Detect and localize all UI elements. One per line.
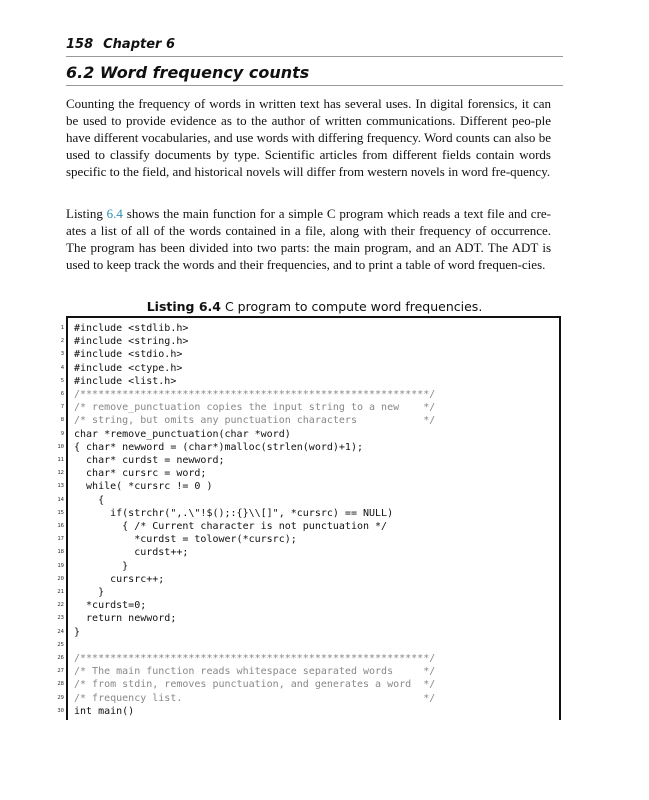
code-text: #include <string.h> (74, 336, 189, 348)
line-number: 1 (60, 325, 64, 331)
line-number: 12 (57, 470, 64, 477)
code-text: return newword; (74, 613, 177, 625)
code-text: curdst++; (74, 547, 189, 559)
paragraph-1: Counting the frequency of words in written text has several uses. In digital forensics, it can be used to provide evidence as to the author of written communications. Different peo-ple have different vocabularies, and use words with differing frequency. Word counts can also be used to classify documents by type. Scientific articles from different fields contain words specific to the field, and historical novels will differ from western novels in word fre-quency. (66, 96, 551, 179)
chapter-label: Chapter 6 (103, 37, 176, 52)
code-text: #include <list.h> (74, 375, 177, 387)
line-number: 14 (57, 496, 64, 503)
code-text: char* curdst = newword; (74, 455, 225, 466)
code-text: { char* newword = (char*)malloc(strlen(word)+1); (74, 441, 363, 453)
code-text: while( *cursrc != 0 ) (74, 481, 213, 493)
paragraph-2-rest: shows the main function for a simple C program which reads a text file and cre-ates a list of all of the words contained in a file, along with their frequency of occurrence. The program has been divided into two parts: the main program, and an ADT. The ADT is used to keep track the words and their frequencies, and to print a table of word frequen-cies. (66, 206, 551, 272)
line-number: 20 (57, 575, 64, 582)
line-number: 11 (57, 457, 64, 463)
paragraph-2 (66, 205, 551, 273)
page-number: 158 (66, 37, 94, 52)
section-title: 6.2 Word frequency counts (66, 63, 310, 82)
line-number: 18 (57, 549, 64, 556)
line-number: 24 (57, 628, 64, 635)
code-text: } (74, 560, 129, 572)
line-number: 23 (57, 615, 64, 622)
line-number: 28 (57, 681, 64, 688)
code-text: #include <stdio.h> (74, 349, 183, 361)
code-text: /* The main function reads whitespace separated words */ (74, 666, 436, 678)
line-number: 6 (60, 391, 64, 397)
line-number: 5 (60, 377, 64, 384)
code-text: /* remove_punctuation copies the input string to a new */ (74, 402, 436, 414)
line-number: 4 (60, 364, 64, 371)
line-number: 16 (57, 523, 64, 529)
listing-caption (66, 299, 563, 314)
line-number: 19 (57, 562, 64, 569)
code-text: *curdst = tolower(*cursrc); (74, 534, 297, 546)
code-text: #include <stdlib.h> (74, 323, 189, 334)
code-text: if(strchr(",.\"!$();:{}\\[]", *cursrc) == NULL) (74, 507, 394, 519)
code-listing (57, 316, 561, 720)
listing-caption-label: Listing 6.4 (146, 299, 221, 314)
title-rule (66, 85, 563, 86)
line-number: 17 (57, 536, 64, 543)
code-text: char* cursrc = word; (74, 468, 207, 480)
code-text: char *remove_punctuation(char *word) (74, 428, 291, 440)
listing-reference-link[interactable]: 6.4 (106, 206, 123, 221)
code-text: int main() (74, 705, 135, 717)
paragraph-2-start: Listing (66, 206, 107, 221)
code-text: } (74, 587, 105, 598)
code-text: { (74, 494, 105, 506)
header-rule (66, 56, 563, 57)
code-text: /**********************************************************/ (74, 653, 436, 664)
code-text: /**********************************************************/ (74, 389, 436, 400)
line-number: 10 (57, 443, 64, 450)
code-text: cursrc++; (74, 573, 165, 585)
running-head (66, 37, 175, 52)
line-number: 22 (57, 602, 64, 609)
line-number: 15 (57, 509, 64, 516)
line-number: 30 (57, 707, 64, 714)
line-number: 3 (60, 351, 64, 358)
line-number: 2 (60, 338, 64, 345)
line-number: 27 (57, 668, 64, 675)
code-text: /* frequency list. */ (74, 692, 436, 704)
listing-caption-text: C program to compute word frequencies. (221, 299, 483, 314)
code-text: /* from stdin, removes punctuation, and generates a word */ (74, 679, 436, 691)
code-text: } (74, 626, 81, 638)
line-number: 21 (57, 589, 64, 595)
line-number: 8 (60, 417, 64, 424)
code-text: { /* Current character is not punctuation */ (74, 521, 388, 532)
code-text: *curdst=0; (74, 600, 147, 612)
code-text: /* string, but omits any punctuation characters */ (74, 415, 436, 427)
line-number: 29 (57, 694, 64, 701)
code-text: #include <ctype.h> (74, 362, 183, 374)
line-number: 9 (60, 430, 64, 437)
line-number: 13 (57, 483, 64, 490)
line-number: 26 (57, 655, 64, 661)
line-number: 7 (60, 404, 64, 411)
line-number: 25 (57, 641, 64, 648)
